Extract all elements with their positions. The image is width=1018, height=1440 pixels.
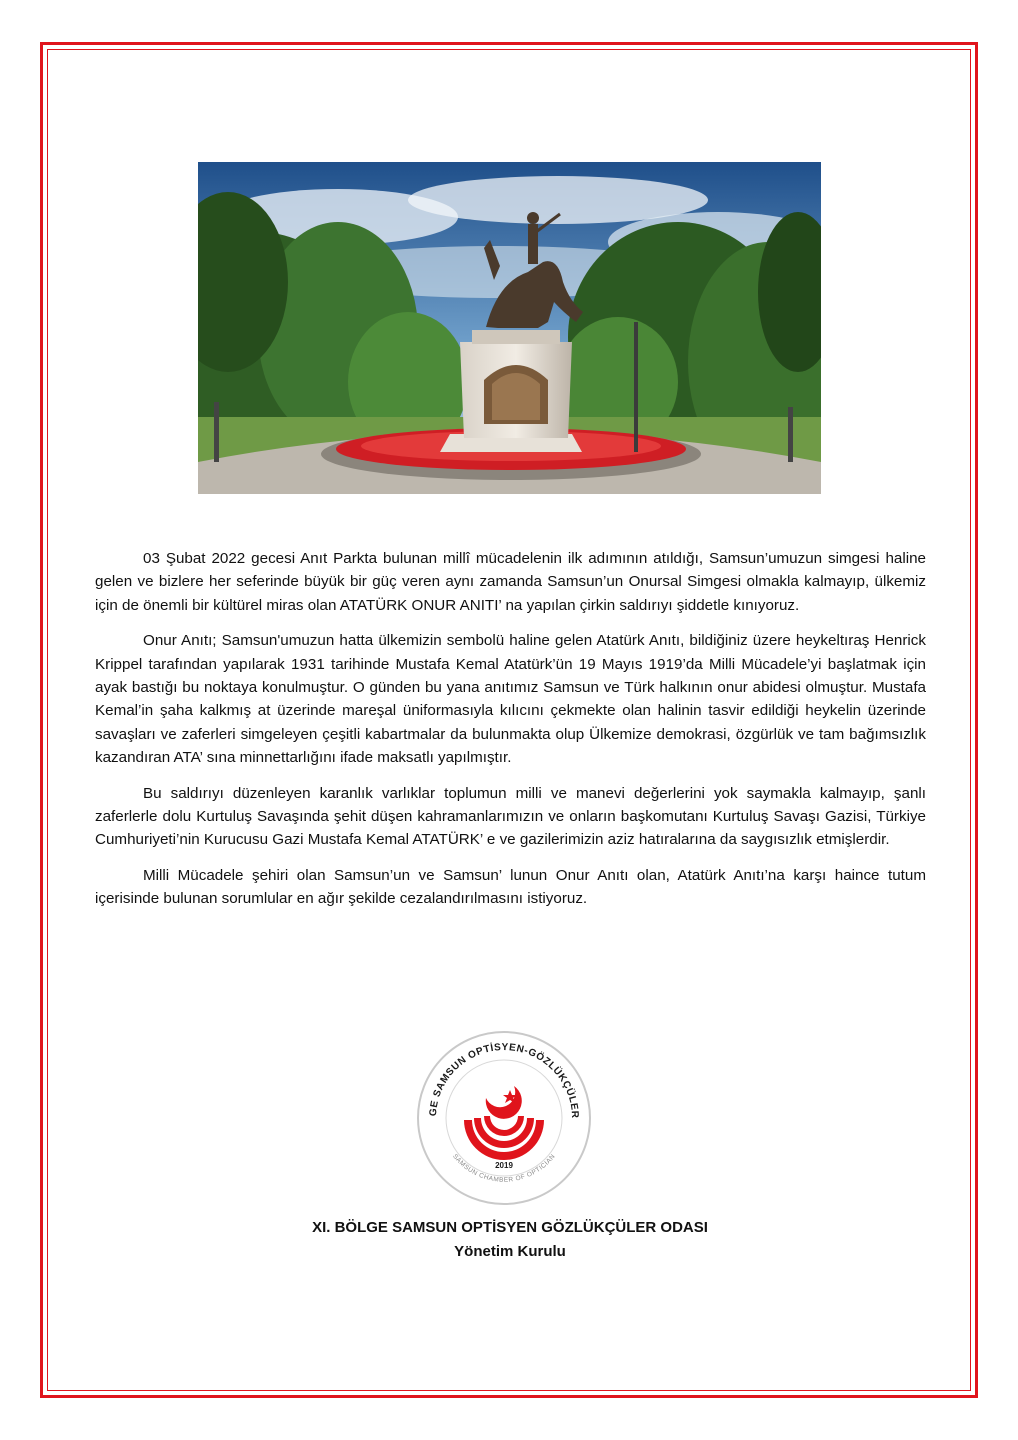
letter-paragraph: 03 Şubat 2022 gecesi Anıt Parkta bulunan millî mücadelenin ilk adımının atıldığı, Samsun’umuzun simgesi haline gelen ve bizlere her seferinde büyük bir güç veren aynı zamanda Samsun’un Onursal Simgesi olmakla kalmayıp, ülkemiz için de önemli bir kültürel miras olan ATATÜRK ONUR ANITI’ na yapılan çirkin saldırıyı şiddetle kınıyoruz. — [95, 550, 926, 614]
signature-organization: XI. BÖLGE SAMSUN OPTİSYEN GÖZLÜKÇÜLER ODASI — [312, 1219, 708, 1236]
chamber-logo — [414, 1028, 594, 1208]
letter-paragraph: Onur Anıtı; Samsun'umuzun hatta ülkemizin sembolü haline gelen Atatürk Anıtı, bildiğiniz üzere heykeltıraş Henrick Krippel tarafından yapılarak 1931 tarihinde Mustafa Kemal Atatürk’ün 19 Mayıs 1919’da Milli Mücadele’yi başlatmak için ayak bastığı bu noktaya konulmuştur. O günden bu yana anıtımız Samsun ve Türk halkının onur abidesi olmuştur. Mustafa Kemal’in şaha kalkmış at üzerinde mareşal üniformasıyla kılıcını çekmekte olan halinin tasvir edildiği heykelin üzerinde savaşları ve zaferleri simgeleyen çeşitli kabartmalar da bulunmakta olup Ülkemize demokrasi, özgürlük ve tam bağımsızlık kazandıran ATA’ sına minnettarlığını ifade maksatlı yapılmıştır. — [95, 632, 926, 767]
letter-body — [95, 547, 926, 923]
logo-english-text: SAMSUN CHAMBER OF OPTICIAN — [451, 1152, 557, 1184]
signature-block — [260, 1216, 760, 1264]
signature-board: Yönetim Kurulu — [454, 1243, 566, 1260]
logo-year: 2019 — [495, 1161, 513, 1170]
ataturk-monument-photo — [198, 162, 821, 494]
letter-paragraph: Bu saldırıyı düzenleyen karanlık varlıklar toplumun milli ve manevi değerlerini yok saymakla kalmayıp, şanlı zaferlerle dolu Kurtuluş Savaşında şehit düşen kahramanlarımızın ve onların başkomutanı Kurtuluş Savaşı Gazisi, Türkiye Cumhuriyeti’nin Kurucusu Gazi Mustafa Kemal ATATÜRK’ e ve gazilerimizin aziz hatıralarına da saygısızlık etmişlerdir. — [95, 784, 926, 849]
logo-ring-text: GE SAMSUN OPTİSYEN-GÖZLÜKÇÜLER — [427, 1041, 581, 1119]
letter-paragraph: Milli Mücadele şehiri olan Samsun’un ve Samsun’ lunun Onur Anıtı olan, Atatürk Anıtı’na karşı haince tutum içerisinde bulunan sorumlular en ağır şekilde cezalandırılmasını istiyoruz. — [95, 866, 926, 908]
